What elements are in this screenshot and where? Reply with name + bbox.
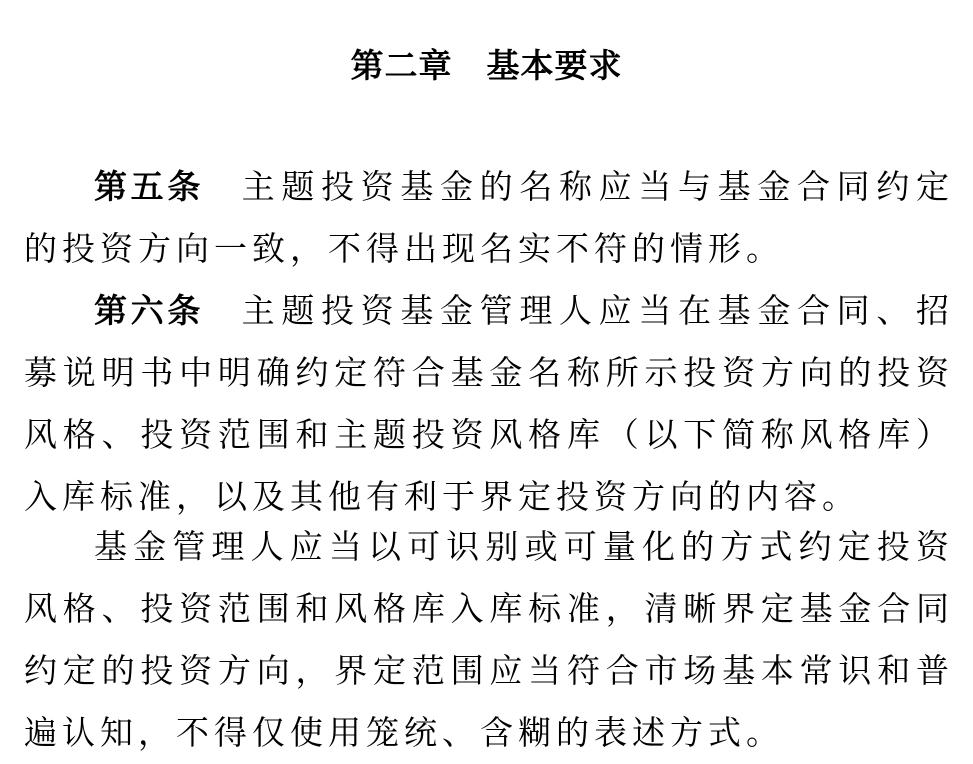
article-6-paragraph bbox=[24, 280, 954, 528]
article-6-second-paragraph bbox=[24, 516, 954, 764]
article-6-label: 第六条 bbox=[94, 291, 204, 330]
article-5-label: 第五条 bbox=[94, 167, 204, 206]
article-5-text: 主题投资基金的名称应当与基金合同约定的投资方向一致，不得出现名实不符的情形。 bbox=[24, 167, 954, 268]
chapter-title: 第二章 基本要求 bbox=[350, 46, 623, 85]
article-6-text: 主题投资基金管理人应当在基金合同、招募说明书中明确约定符合基金名称所示投资方向的投资风格、投资范围和主题投资风格库（以下简称风格库）入库标准，以及其他有利于界定投资方向的内容。 bbox=[24, 291, 954, 516]
article-5-paragraph bbox=[24, 156, 954, 280]
article-6-second-paragraph-text: 基金管理人应当以可识别或可量化的方式约定投资风格、投资范围和风格库入库标准，清晰界定基金合同约定的投资方向，界定范围应当符合市场基本常识和普遍认知，不得仅使用笼统、含糊的表述方式。 bbox=[24, 527, 954, 752]
